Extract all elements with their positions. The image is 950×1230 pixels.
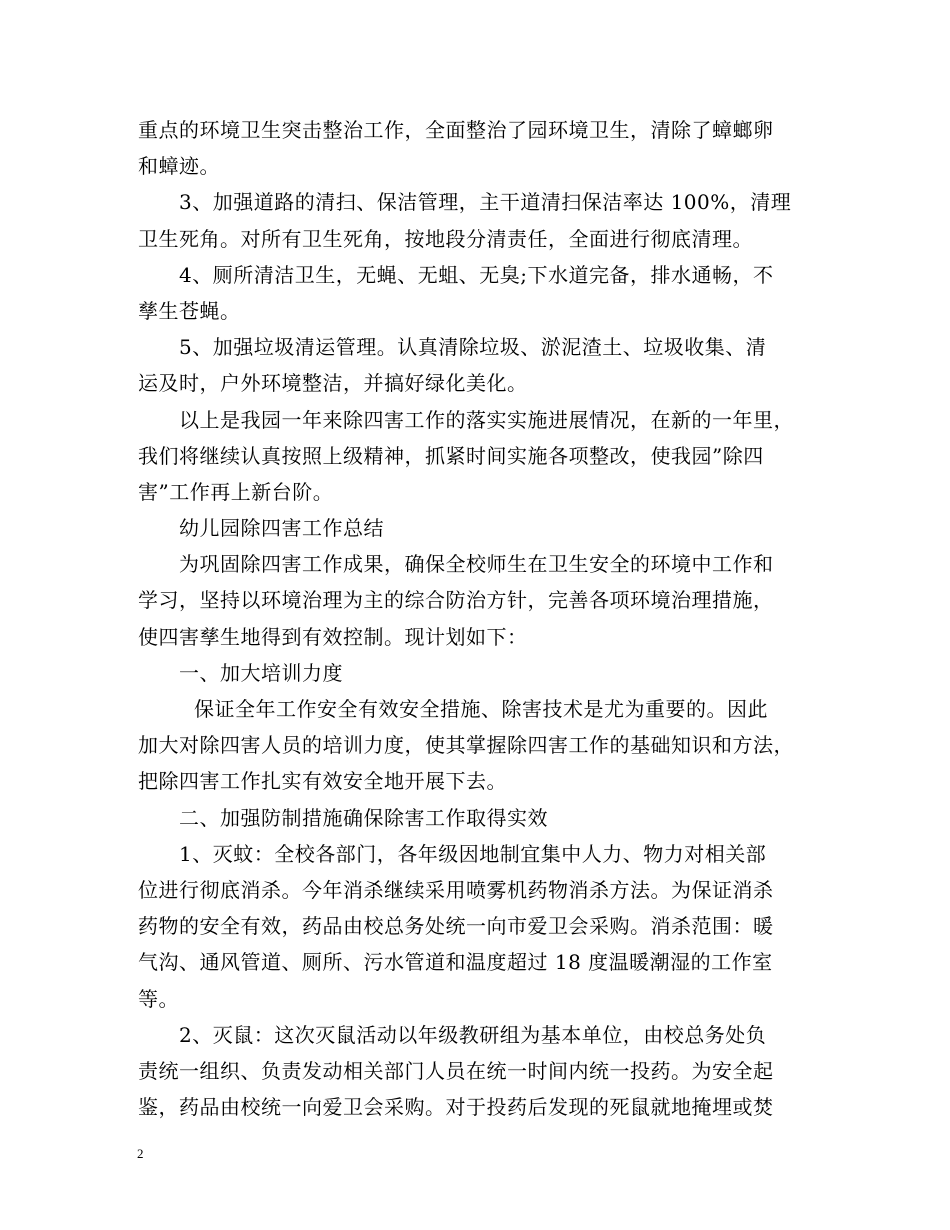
document-body	[138, 112, 814, 1125]
text-line: 责统一组织、负责发动相关部门人员在统一时间内统一投药。为安全起	[138, 1058, 774, 1083]
text-line: 学习，坚持以环境治理为主的综合防治方针，完善各项环境治理措施，	[138, 588, 774, 613]
text-line: 使四害孳生地得到有效控制。现计划如下：	[138, 624, 528, 649]
text-line: 加大对除四害人员的培训力度，使其掌握除四害工作的基础知识和方法，	[138, 733, 794, 758]
text-line: 保证全年工作安全有效安全措施、除害技术是尤为重要的。因此	[194, 697, 768, 721]
text-line: 位进行彻底消杀。今年消杀继续采用喷雾机药物消杀方法。为保证消杀	[138, 877, 774, 902]
text-line: 3、加强道路的清扫、保洁管理，主干道清扫保洁率达 100%，清理	[179, 190, 792, 215]
text-line: 害”工作再上新台阶。	[138, 479, 334, 504]
text-line: 重点的环境卫生突击整治工作，全面整治了园环境卫生，清除了蟑螂卵	[138, 118, 774, 142]
section-heading: 二、加强防制措施确保除害工作取得实效	[179, 805, 548, 830]
text-line: 卫生死角。对所有卫生死角，按地段分清责任，全面进行彻底清理。	[138, 226, 753, 251]
text-line: 等。	[138, 986, 179, 1011]
text-line: 鉴，药品由校统一向爱卫会采购。对于投药后发现的死鼠就地掩埋或焚	[138, 1095, 774, 1120]
text-line: 为巩固除四害工作成果，确保全校师生在卫生安全的环境中工作和	[179, 552, 774, 577]
text-line: 4、厕所清洁卫生，无蝇、无蛆、无臭;下水道完备，排水通畅，不	[179, 262, 774, 287]
page-number: 2	[137, 1146, 144, 1161]
text-line: 把除四害工作扎实有效安全地开展下去。	[138, 769, 507, 794]
section-heading: 一、加大培训力度	[179, 660, 343, 685]
text-line: 和蟑迹。	[138, 154, 220, 179]
text-line: 2、灭鼠：这次灭鼠活动以年级教研组为基本单位，由校总务处负	[179, 1022, 767, 1047]
text-line: 以上是我园一年来除四害工作的落实实施进展情况，在新的一年里，	[179, 407, 794, 432]
text-line: 孳生苍蝇。	[138, 298, 241, 323]
text-line: 1、灭蚊：全校各部门，各年级因地制宜集中人力、物力对相关部	[179, 841, 767, 866]
text-line: 5、加强垃圾清运管理。认真清除垃圾、淤泥渣土、垃圾收集、清	[179, 335, 767, 360]
text-line: 运及时，户外环境整洁，并搞好绿化美化。	[138, 371, 528, 396]
text-line: 药物的安全有效，药品由校总务处统一向市爱卫会采购。消杀范围：暖	[138, 914, 774, 939]
text-line: 我们将继续认真按照上级精神，抓紧时间实施各项整改，使我园”除四	[138, 443, 764, 468]
text-line: 气沟、通风管道、厕所、污水管道和温度超过 18 度温暖潮湿的工作室	[138, 950, 773, 975]
section-heading: 幼儿园除四害工作总结	[179, 516, 384, 541]
